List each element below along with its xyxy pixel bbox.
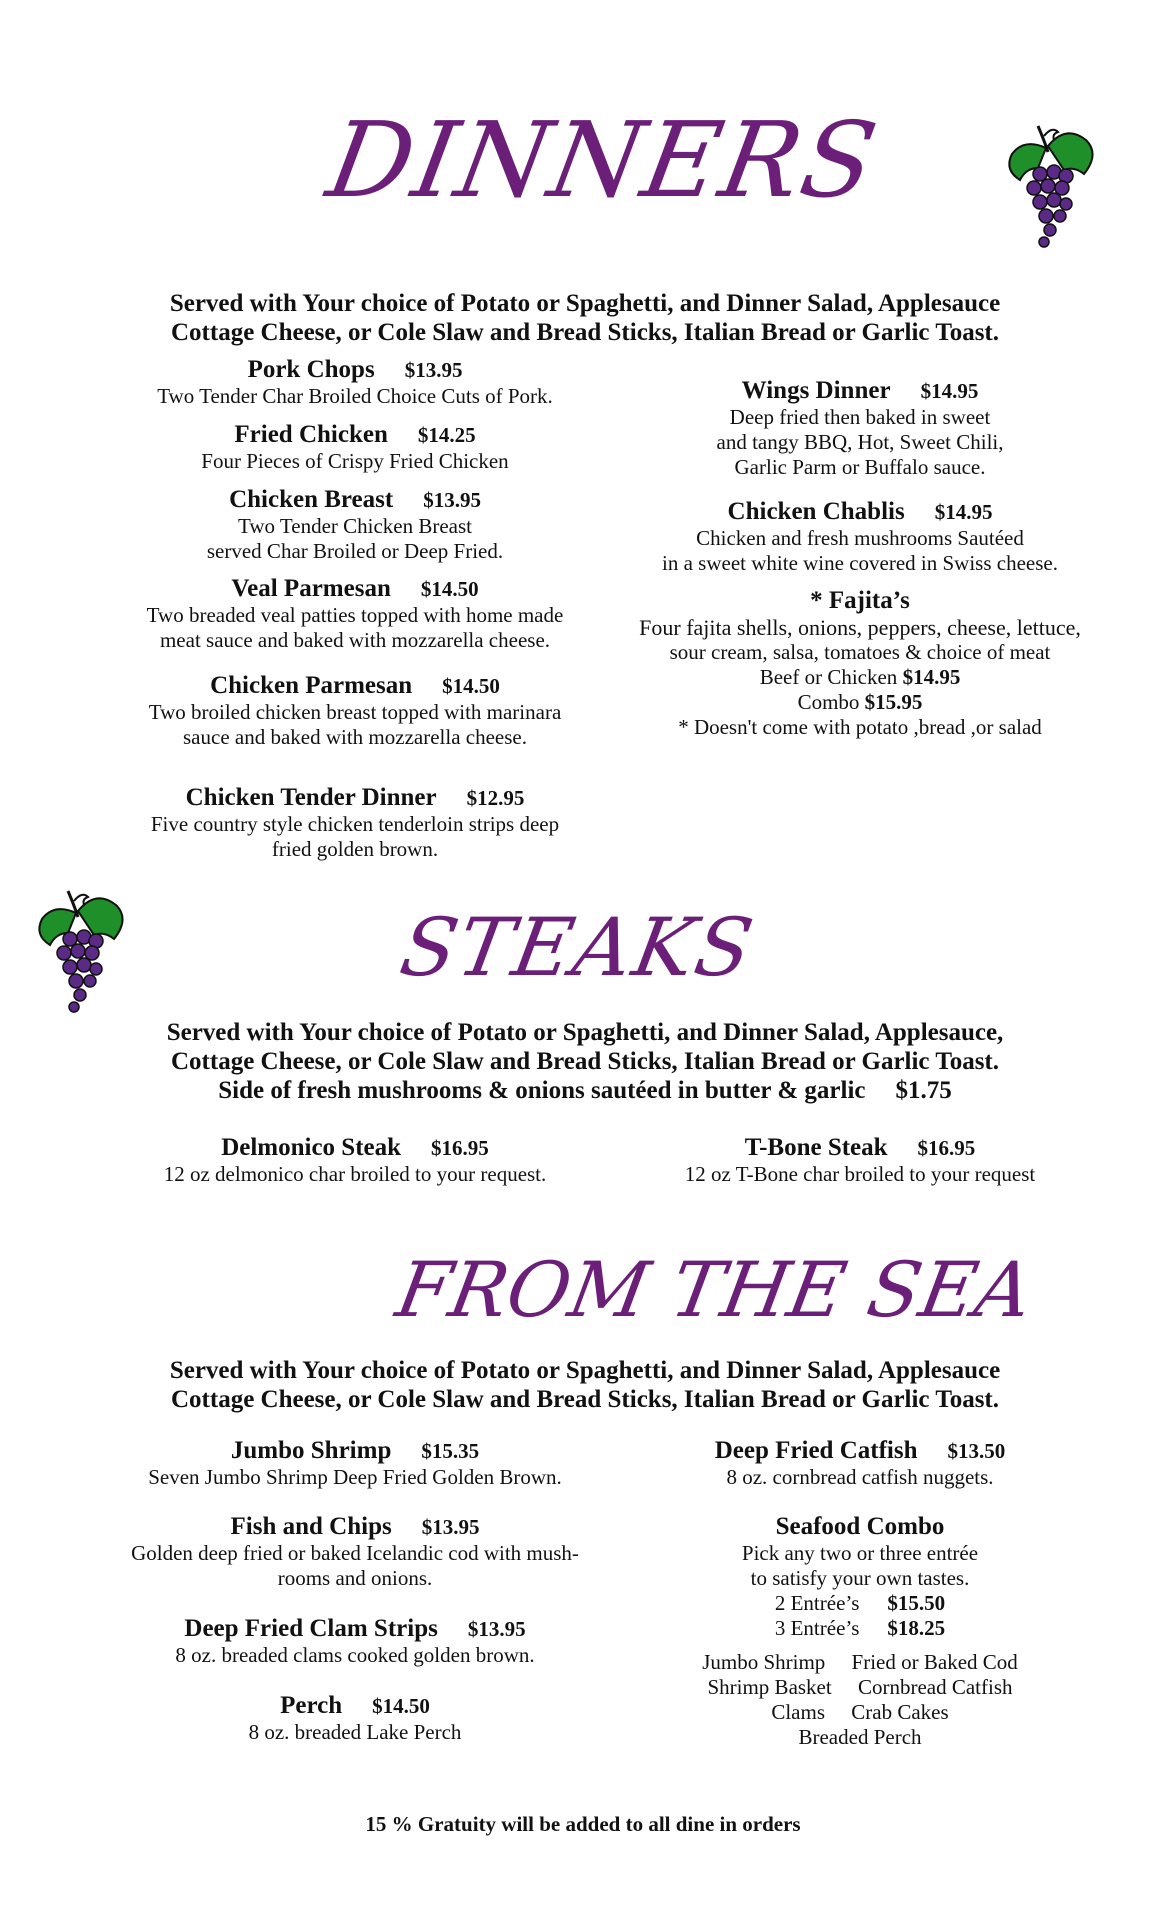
menu-item <box>620 498 1100 576</box>
option-price: $15.95 <box>864 690 923 714</box>
item-name: Fried Chicken <box>234 421 388 448</box>
item-description: Pick any two or three entrée <box>741 1541 979 1565</box>
item-description: meat sauce and baked with mozzarella cheese. <box>159 628 551 652</box>
steaks-intro-line-1: Served with Your choice of Potato or Spaghetti, and Dinner Salad, Applesauce, <box>166 1019 1004 1046</box>
side-price: $1.75 <box>895 1077 952 1104</box>
item-price: $16.95 <box>917 1136 976 1160</box>
item-price: $14.95 <box>934 500 993 524</box>
menu-item-seafood-combo <box>620 1513 1100 1750</box>
item-price: $13.95 <box>404 358 463 382</box>
item-description: and tangy BBQ, Hot, Sweet Chili, <box>716 430 1004 454</box>
fajita-option <box>620 690 1100 715</box>
item-name: Wings Dinner <box>741 377 891 404</box>
dinners-intro <box>80 289 1090 347</box>
sea-intro-line-1: Served with Your choice of Potato or Spaghetti, and Dinner Salad, Applesauce <box>169 1357 1001 1384</box>
combo-choices: Clams Crab Cakes <box>771 1700 949 1724</box>
item-name: Seafood Combo <box>775 1513 945 1540</box>
item-price: $14.50 <box>372 1694 430 1718</box>
menu-item <box>80 575 630 653</box>
dinners-title: DINNERS <box>319 99 887 221</box>
item-name: Chicken Breast <box>229 486 394 513</box>
option-label: 3 Entrée’s <box>774 1616 860 1640</box>
menu-item <box>620 1437 1100 1490</box>
note-star: * <box>678 715 689 739</box>
item-price: $15.35 <box>421 1439 480 1463</box>
fajita-option <box>620 665 1100 690</box>
combo-choices: Shrimp Basket Cornbread Catfish <box>707 1675 1013 1699</box>
item-name: Deep Fried Catfish <box>714 1437 918 1464</box>
item-description: 8 oz. cornbread catfish nuggets. <box>726 1465 994 1489</box>
item-description: fried golden brown. <box>271 837 439 861</box>
menu-item <box>80 356 630 409</box>
combo-option <box>620 1616 1100 1641</box>
option-price: $18.25 <box>887 1616 946 1640</box>
option-price: $15.50 <box>887 1591 946 1615</box>
item-description: Two Tender Chicken Breast <box>237 514 473 538</box>
item-description: 8 oz. breaded clams cooked golden brown. <box>175 1643 535 1667</box>
item-price: $13.95 <box>421 1515 480 1539</box>
item-description: 12 oz delmonico char broiled to your request. <box>163 1162 547 1186</box>
combo-choices: Jumbo Shrimp Fried or Baked Cod <box>702 1650 1018 1674</box>
item-description: served Char Broiled or Deep Fried. <box>206 539 504 563</box>
combo-option <box>620 1591 1100 1616</box>
menu-item <box>80 486 630 564</box>
option-label: Beef or Chicken <box>759 665 898 689</box>
item-name: Pork Chops <box>247 356 375 383</box>
item-price: $14.25 <box>417 423 476 447</box>
item-description: sauce and baked with mozzarella cheese. <box>183 725 527 749</box>
item-price: $12.95 <box>466 786 525 810</box>
item-description: Four Pieces of Crispy Fried Chicken <box>201 449 509 473</box>
sea-title: FROM THE SEA <box>390 1245 1040 1334</box>
item-description: Seven Jumbo Shrimp Deep Fried Golden Brown. <box>148 1465 562 1489</box>
item-description: Two Tender Char Broiled Choice Cuts of Pork. <box>157 384 553 408</box>
menu-item <box>80 672 630 750</box>
grapes-icon <box>30 883 130 1023</box>
item-name: Jumbo Shrimp <box>230 1437 392 1464</box>
item-description: 12 oz T-Bone char broiled to your request <box>684 1162 1036 1186</box>
item-description: 8 oz. breaded Lake Perch <box>248 1720 462 1744</box>
dinners-intro-line-1: Served with Your choice of Potato or Spaghetti, and Dinner Salad, Applesauce <box>169 290 1001 317</box>
menu-item <box>80 421 630 474</box>
steaks-title: STEAKS <box>393 901 762 994</box>
item-description: sour cream, salsa, tomatoes & choice of meat <box>669 640 1051 664</box>
option-label: Combo <box>797 690 860 714</box>
fajita-note <box>620 715 1100 740</box>
item-price: $13.95 <box>423 488 481 512</box>
item-name: Delmonico Steak <box>221 1134 402 1161</box>
item-name: Veal Parmesan <box>231 575 391 602</box>
item-description: Five country style chicken tenderloin strips deep <box>150 812 560 836</box>
item-name: * Fajita’s <box>810 587 910 614</box>
item-description: Chicken and fresh mushrooms Sautéed <box>696 526 1024 550</box>
item-price: $14.50 <box>420 577 479 601</box>
item-description: Deep fried then baked in sweet <box>729 405 991 429</box>
item-name: Perch <box>280 1692 343 1719</box>
item-description: Golden deep fried or baked Icelandic cod with mush- <box>131 1541 579 1565</box>
item-description: Four fajita shells, onions, peppers, cheese, lettuce, <box>639 615 1081 640</box>
option-price: $14.95 <box>902 665 961 689</box>
dinners-intro-line-2: Cottage Cheese, or Cole Slaw and Bread Sticks, Italian Bread or Garlic Toast. <box>170 319 1000 346</box>
item-description: Two broiled chicken breast topped with marinara <box>148 700 562 724</box>
item-description: Two breaded veal patties topped with home made <box>146 603 564 627</box>
item-name: Chicken Chablis <box>727 498 905 525</box>
gratuity-notice: 15 % Gratuity will be added to all dine in orders <box>365 1812 801 1836</box>
steaks-intro-line-2: Cottage Cheese, or Cole Slaw and Bread Sticks, Italian Bread or Garlic Toast. <box>170 1048 1000 1075</box>
menu-item <box>620 1134 1100 1187</box>
item-description: in a sweet white wine covered in Swiss cheese. <box>662 551 1058 575</box>
item-description: rooms and onions. <box>277 1566 433 1590</box>
sea-intro <box>80 1356 1090 1414</box>
item-price: $13.95 <box>467 1617 526 1641</box>
menu-item <box>80 1437 630 1490</box>
item-price: $14.50 <box>442 674 500 698</box>
item-description: Garlic Parm or Buffalo sauce. <box>734 455 986 479</box>
item-price: $13.50 <box>947 1439 1006 1463</box>
menu-item <box>80 1134 630 1187</box>
item-name: Fish and Chips <box>230 1513 392 1540</box>
combo-choices: Breaded Perch <box>798 1725 922 1749</box>
item-price: $14.95 <box>920 379 979 403</box>
menu-item <box>80 784 630 862</box>
item-name: Deep Fried Clam Strips <box>184 1615 438 1642</box>
item-price: $16.95 <box>431 1136 489 1160</box>
menu-item-fajita <box>620 587 1100 740</box>
menu-item <box>80 1692 630 1745</box>
steaks-intro-line-3: Side of fresh mushrooms & onions sautéed in butter & garlic $1.75 <box>218 1077 952 1104</box>
option-label: 2 Entrée’s <box>774 1591 860 1615</box>
item-description: to satisfy your own tastes. <box>750 1566 970 1590</box>
menu-item <box>80 1615 630 1668</box>
item-name: Chicken Parmesan <box>210 672 413 699</box>
menu-item <box>80 1513 630 1591</box>
grapes-icon <box>1000 118 1100 258</box>
steaks-intro <box>80 1018 1090 1105</box>
item-name: Chicken Tender Dinner <box>185 784 437 811</box>
menu-item <box>620 377 1100 480</box>
sea-intro-line-2: Cottage Cheese, or Cole Slaw and Bread Sticks, Italian Bread or Garlic Toast. <box>170 1386 1000 1413</box>
note-text: Doesn't come with potato ,bread ,or salad <box>693 715 1042 739</box>
item-name: T-Bone Steak <box>744 1134 888 1161</box>
